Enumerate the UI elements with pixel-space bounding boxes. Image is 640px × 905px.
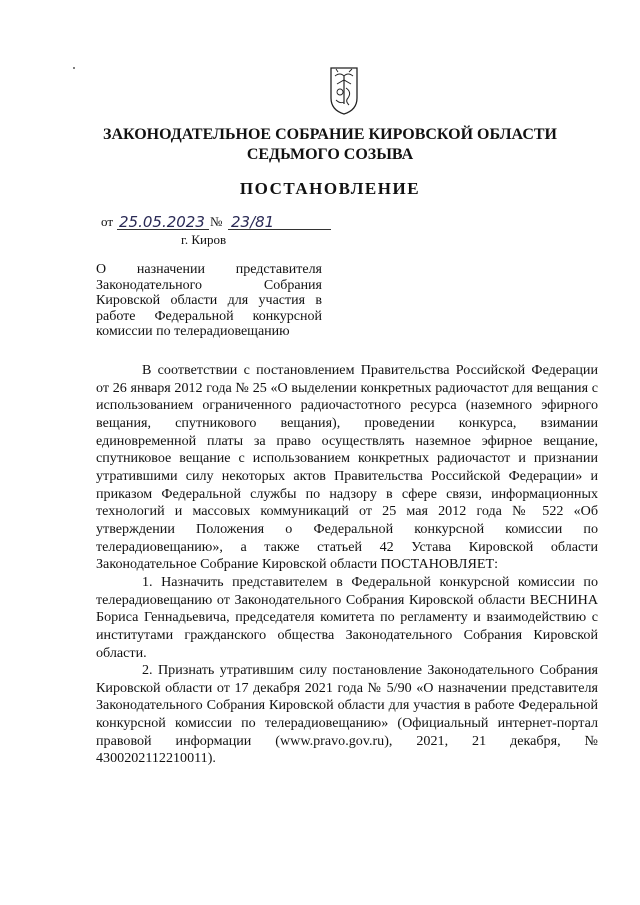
resolution-item-1: 1. Назначить представителем в Федеральной конкурсной комиссии по телерадиовещанию от Законодательного Собрания Кировской области ВЕСНИНА Бориса Геннадьевича, председателя комитета по регламенту и взаимодействию с институтами гражданского общества Законодательного Собрания Кировской области.	[96, 573, 598, 661]
document-subject: О назначении представителя Законодательного Собрания Кировской области для участия в работе Федеральной конкурсной комиссии по телерадиовещанию	[96, 262, 322, 340]
date-handwritten: 25.05.2023	[119, 213, 205, 231]
document-body	[96, 362, 598, 768]
number-prefix: №	[210, 214, 223, 229]
issuing-body-line1: ЗАКОНОДАТЕЛЬНОЕ СОБРАНИЕ КИРОВСКОЙ ОБЛАСТИ	[103, 126, 557, 143]
resolution-item-2: 2. Признать утратившим силу постановление Законодательного Собрания Кировской области от 17 декабря 2021 года № 5/90 «О назначении представителя Законодательного Собрания Кировской области для участия в работе Федеральной конкурсной комиссии по телерадиовещанию» (Официальный интернет-портал правовой информации (www.pravo.gov.ru), 2021, 21 декабря, № 4300202112210011).	[96, 662, 598, 767]
date-prefix: от	[101, 214, 114, 229]
issuing-body-line2: СЕДЬМОГО СОЗЫВА	[246, 146, 414, 163]
city: г. Киров	[181, 232, 227, 247]
document-type: ПОСТАНОВЛЕНИЕ	[239, 179, 421, 198]
preamble-paragraph: В соответствии с постановлением Правительства Российской Федерации от 26 января 2012 года № 25 «О выделении конкретных радиочастот для вещания с использованием ограниченного радиочастотного ресурса (наземного эфирного вещания, спутникового вещания), проведении конкурса, взимании единовременной платы за право осуществлять наземное эфирное вещание, спутниковое вещание с использованием конкретных радиочастот и признании утратившими силу некоторых актов Правительства Российской Федерации» и приказом Федеральной службы по надзору в сфере связи, информационных технологий и массовых коммуникаций от 25 мая 2012 года № 522 «Об утверждении Положения о Федеральной конкурсной комиссии по телерадиовещанию», а также статьей 42 Устава Кировской области Законодательное Собрание Кировской области ПОСТАНОВЛЯЕТ:	[96, 362, 598, 573]
scan-speck	[73, 67, 75, 69]
coat-of-arms-icon	[329, 66, 359, 116]
number-handwritten: 23/81	[231, 213, 275, 231]
issuing-body	[80, 125, 580, 165]
